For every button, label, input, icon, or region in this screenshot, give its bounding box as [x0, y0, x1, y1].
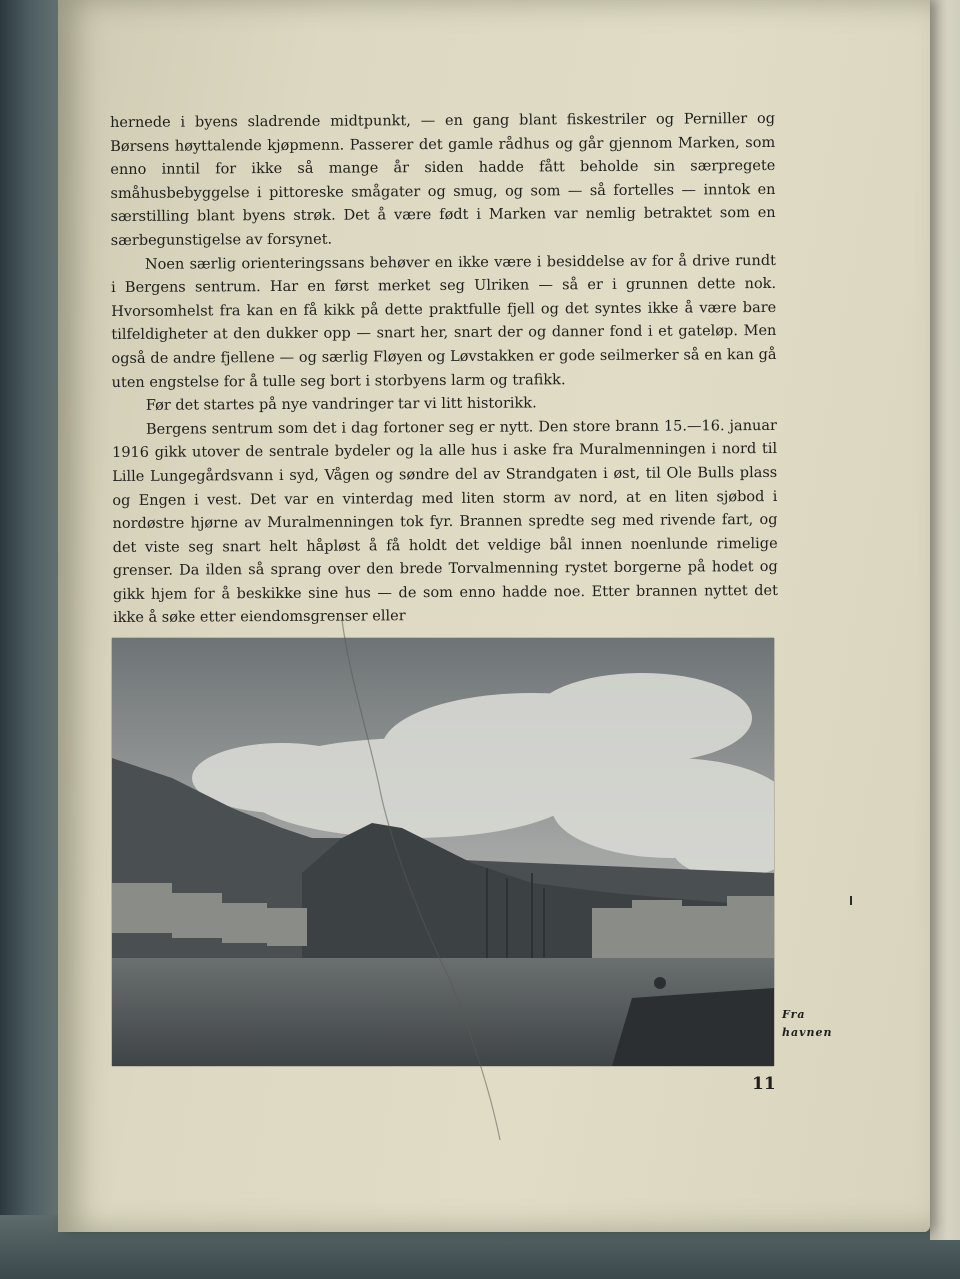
- caption-line-2: havnen: [782, 1026, 833, 1039]
- paragraph-2: Noen særlig orienteringssans behøver en ikke være i besiddelse av for å drive rundt i Bergens sentrum. Har en først merket seg Ulriken — så er i grunnen dette nok. Hvorsomhelst fra kan en få kikk på dette praktfulle fjell og det syntes ikke å være bare tilfeldigheter at den dukker opp — snart her, snart der og danner fond i et gateløp. Men også de andre fjellene — og særlig Fløyen og Løvstakken er gode seilmerker så en kan gå uten engstelse for å tulle seg bort i storbyens larm og trafikk.: [111, 252, 777, 391]
- harbor-photo-illustration: [112, 638, 774, 1066]
- page-number: 11: [752, 1074, 776, 1094]
- body-text: [110, 108, 778, 631]
- paragraph-4: Bergens sentrum som det i dag fortoner seg er nytt. Den store brann 15.—16. januar 1916 gikk utover de sentrale bydeler og la alle hus i aske fra Muralmenningen i nord til Lille Lungegårdsvann i syd, Vågen og søndre del av Strandgaten i øst, til Ole Bulls plass og Engen i vest. Det var en vinterdag med liten storm av nord, at en liten sjøbod i nordøstre hjørne av Muralmenningen tok fyr. Brannen spredte seg med rivende fart, og det viste seg snart helt håpløst å få holdt det veldige bål innen noenlunde rimelige grenser. Da ilden så sprang over den brede Torvalmenning rystet borgerne på hodet og gikk hjem for å beskikke sine hus — de som enno hadde noe. Etter brannen nyttet det ikke å søke etter eiendomsgrenser eller: [112, 417, 778, 627]
- paragraph-3: Før det startes på nye vandringer tar vi litt historikk.: [145, 395, 537, 414]
- page-stack-edge: [930, 0, 960, 1240]
- margin-mark: [850, 896, 852, 905]
- photo-person: [654, 977, 666, 989]
- paragraph-1: hernede i byens sladrende midtpunkt, — en gang blant fiskestriler og Perniller og Børsens høyttalende kjøpmenn. Passerer det gamle rådhus og går gjennom Marken, som enno inntil for ikke så mange år siden hadde fått beholde sin særpregete småhusbebyggelse i pittoreske smågater og smug, og som — så fortelles — inntok en særstilling blant byens strøk. Det å være født i Marken var nemlig betraktet som en særbegunstigelse av forsynet.: [110, 110, 776, 249]
- caption-line-1: Fra: [782, 1008, 806, 1021]
- harbor-photograph: [112, 638, 774, 1066]
- photo-caption: [782, 1006, 842, 1042]
- photo-quay: [612, 988, 774, 1066]
